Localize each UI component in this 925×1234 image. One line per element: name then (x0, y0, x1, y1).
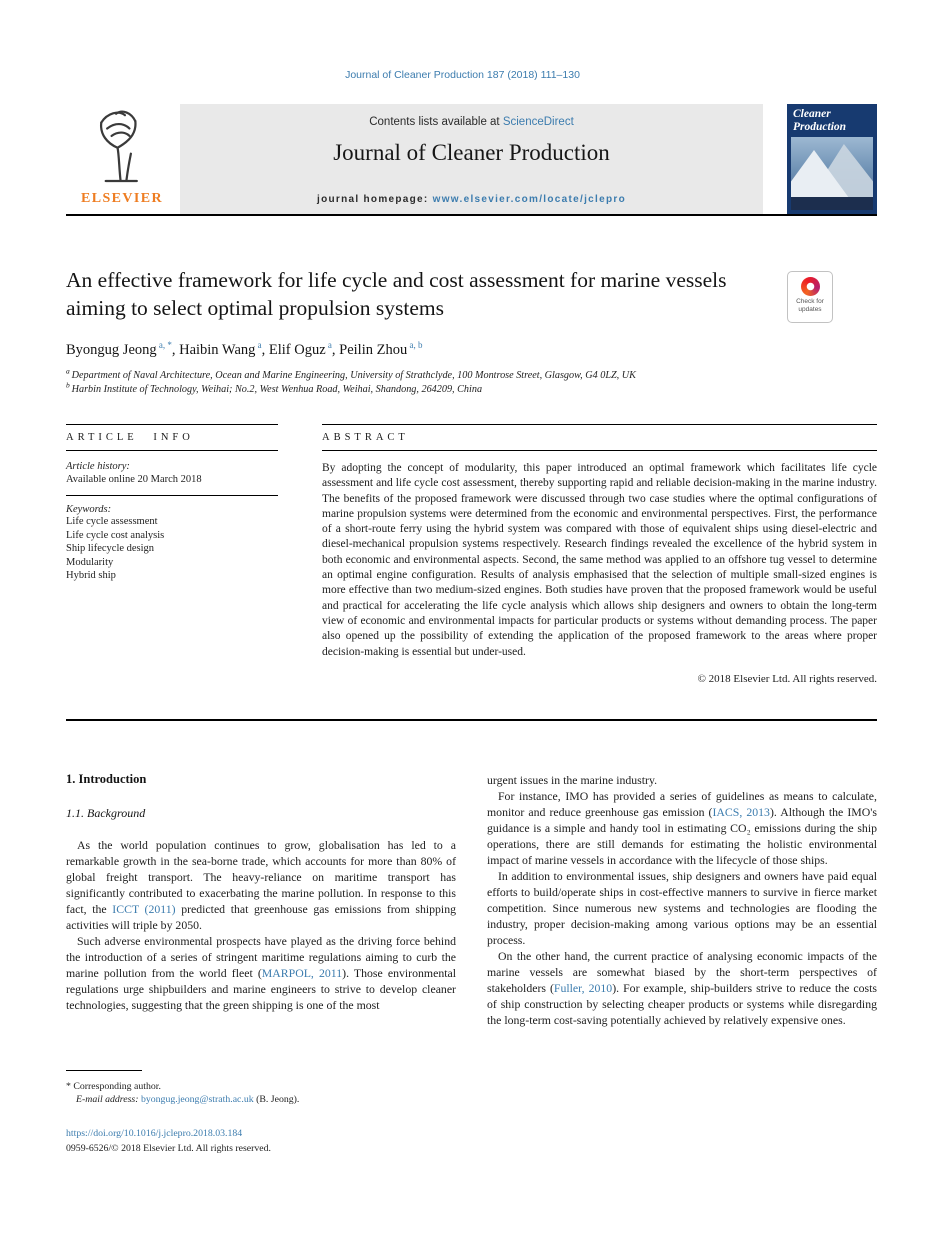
sciencedirect-link[interactable]: ScienceDirect (502, 116, 574, 128)
journal-title: Journal of Cleaner Production (333, 140, 610, 165)
cover-title-line2: Production (793, 121, 847, 133)
body-left-column (66, 772, 456, 1013)
body-left-paragraphs (66, 837, 456, 1013)
keyword-item: Life cycle assessment (66, 516, 158, 527)
masthead (66, 104, 877, 214)
citation-link[interactable]: ICCT (2011) (112, 902, 176, 916)
homepage-line (180, 194, 763, 205)
footer-block (66, 1128, 271, 1154)
keywords-list (66, 515, 278, 583)
running-head-citation[interactable]: Journal of Cleaner Production 187 (2018) 111–130 (345, 69, 580, 81)
contents-line-prefix: Contents lists available at (369, 116, 503, 128)
check-badge-label-line2: updates (798, 305, 822, 313)
abstract-column (322, 424, 877, 685)
journal-banner (180, 104, 763, 214)
email-label: E-mail address: (76, 1094, 141, 1105)
section-heading-introduction: 1. Introduction (66, 772, 147, 786)
body-right-column (487, 772, 877, 1028)
cover-photo (791, 137, 873, 210)
check-for-updates-badge[interactable] (787, 271, 833, 323)
body-paragraph: On the other hand, the current practice of analysing economic impacts of the marine vessels are somewhat biased by the short-term perspectives of stakeholders (Fuller, 2010). For example, ship-builders strive to reduce the costs of ship construction by selecting cheaper products or systems while disregarding the long-term cost-saving potentially achieved by relatively expensive ones. (487, 949, 877, 1027)
elsevier-logo (66, 104, 178, 214)
body-paragraph: For instance, IMO has provided a series of guidelines as means to calculate, monitor and reduce greenhouse gas emission (IACS, 2013). Although the IMO's guidance is a simple and handy tool in estimating CO₂ emissions during the ship operations, there are still demands for estimating the holistic environmental impact of marine vessels in accordance with the lifecycle of those ships. (487, 789, 877, 867)
abstract-copyright: © 2018 Elsevier Ltd. All rights reserved. (697, 672, 877, 685)
author-affiliation-sup[interactable]: a, * (156, 340, 172, 351)
keyword-item: Life cycle cost analysis (66, 529, 165, 541)
author-list: Byongug Jeong $^{a, *}$, Haibin Wang $^a$, Elif Oguz $^a$, Peilin Zhou $^{a, b}$ (66, 340, 423, 358)
affiliation-line: $^b$ Harbin Institute of Technology, Weihai; No.2, West Wenhua Road, Weihai, Shandong, 264209, China (66, 380, 483, 395)
keyword-item: Ship lifecycle design (66, 543, 155, 554)
affiliations (66, 366, 636, 397)
corresponding-author-note: * Corresponding author. (66, 1081, 161, 1092)
cover-title-line1: Cleaner (793, 108, 831, 120)
check-badge-label-line1: Check for (796, 298, 824, 305)
crossmark-icon (801, 277, 820, 296)
footnote-divider (66, 1070, 142, 1071)
keyword-item: Modularity (66, 556, 114, 568)
citation-link[interactable]: IACS, 2013 (712, 805, 770, 819)
keyword-item: Hybrid ship (66, 570, 116, 581)
body-paragraph: In addition to environmental issues, ship designers and owners have paid equal efforts to build/operate ships in cost-effective manners to survive in fierce market competition. Since numerous new systems and technologies are flooding the industry, proper decision-making among various options may be an essential process. (487, 869, 877, 947)
citation-link[interactable]: MARPOL, 2011 (261, 966, 343, 980)
article-info-column (66, 424, 278, 583)
footnote-block (66, 1070, 456, 1106)
cover-title (793, 108, 873, 134)
body-right-paragraphs (487, 772, 877, 1028)
article-history-value: Available online 20 March 2018 (66, 474, 202, 485)
email-link[interactable]: byongug.jeong@strath.ac.uk (140, 1094, 254, 1105)
author-affiliation-sup[interactable]: a (325, 340, 332, 351)
author-name: Haibin Wang (179, 342, 256, 358)
homepage-prefix: journal homepage: (317, 194, 433, 205)
author-name: Byongug Jeong (66, 342, 157, 358)
author-affiliation-sup[interactable]: a (255, 340, 262, 351)
abstract-heading: ABSTRACT (322, 424, 877, 451)
email-line (66, 1093, 456, 1106)
author-name: Elif Oguz (268, 342, 326, 358)
contents-line (180, 116, 763, 128)
article-info-heading: ARTICLE INFO (66, 424, 278, 451)
article-title: An effective framework for life cycle and cost assessment for marine vessels aiming to select optimal propulsion systems (66, 268, 727, 320)
body-paragraph: As the world population continues to grow, globalisation has led to a remarkable growth in the sea-borne trade, which accounts for more than 80% of global freight transport. The heavy-reliance on maritime transport has significantly contributed to exacerbating the marine pollution. In response to this fact, the ICCT (2011) predicted that greenhouse gas emissions from shipping activities will triple by 2050. (66, 838, 456, 932)
meta-section (66, 424, 877, 685)
elsevier-wordmark: ELSEVIER (80, 191, 163, 206)
author-affiliation-sup[interactable]: a, b (407, 340, 423, 351)
doi-link[interactable]: https://doi.org/10.1016/j.jclepro.2018.03.184 (66, 1128, 243, 1139)
keywords-label: Keywords: (66, 504, 112, 515)
masthead-divider (66, 214, 877, 216)
body-paragraph: urgent issues in the marine industry. (487, 773, 658, 787)
abstract-text: By adopting the concept of modularity, this paper introduced an optimal framework which facilitates life cycle assessment and life cycle cost assessment, thereby supporting rapid and reliable decision-making in the marine industry. The benefits of the proposed framework were discussed through two case studies where the optimal configurations of marine propulsion systems were determined from the economic and environmental perspectives. First, the performance of a short-route ferry using the hybrid system was compared with those of equivalent ships using diesel-electric and diesel-mechanical propulsion systems respectively. Research findings revealed the excellence of the hybrid system in both economic and environmental aspects. Second, the same method was applied to an offshore tug vessel to determine an optimal engine configuration. Results of analysis emphasised that the selection of multiple small-sized engines is more effective than two medium-sized engines. Both studies have proven that the proposed framework would be useful and practical for accelerating the life cycle analysis which allows ship designers and owners to obtain the long-term view of economic and environmental impacts for particular products or systems without demanding process. The paper also opened up the possibility of extending the application of the proposed framework to the areas where proper decision-making is essential but under-used. (322, 462, 877, 658)
journal-homepage-link[interactable]: www.elsevier.com/locate/jclepro (432, 194, 626, 205)
email-suffix: (B. Jeong). (253, 1094, 300, 1105)
issn-copyright-line: 0959-6526/© 2018 Elsevier Ltd. All rights reserved. (66, 1143, 271, 1154)
elsevier-tree-icon (85, 104, 159, 190)
body-columns (66, 772, 877, 1028)
author-name: Peilin Zhou (339, 342, 408, 358)
article-info-divider (66, 495, 278, 496)
abstract-bottom-divider (66, 719, 877, 721)
citation-link[interactable]: Fuller, 2010 (553, 981, 613, 995)
subsection-heading-background: 1.1. Background (66, 806, 146, 820)
affiliation-line: $^a$ Department of Naval Architecture, Ocean and Marine Engineering, University of Strathclyde, 100 Montrose Street, Glasgow, G4 0LZ, UK (66, 366, 636, 381)
journal-cover (787, 104, 877, 214)
article-history-label: Article history: (66, 461, 130, 472)
body-paragraph: Such adverse environmental prospects have played as the driving force behind the introduction of a series of stringent maritime regulations aiming to curb the marine pollution from the world fleet (MARPOL, 2011). Those environmental regulations urge shipbuilders and marine engineers to strive to develop cleaner technologies, suggesting that the green shipping is one of the most (66, 934, 457, 1012)
